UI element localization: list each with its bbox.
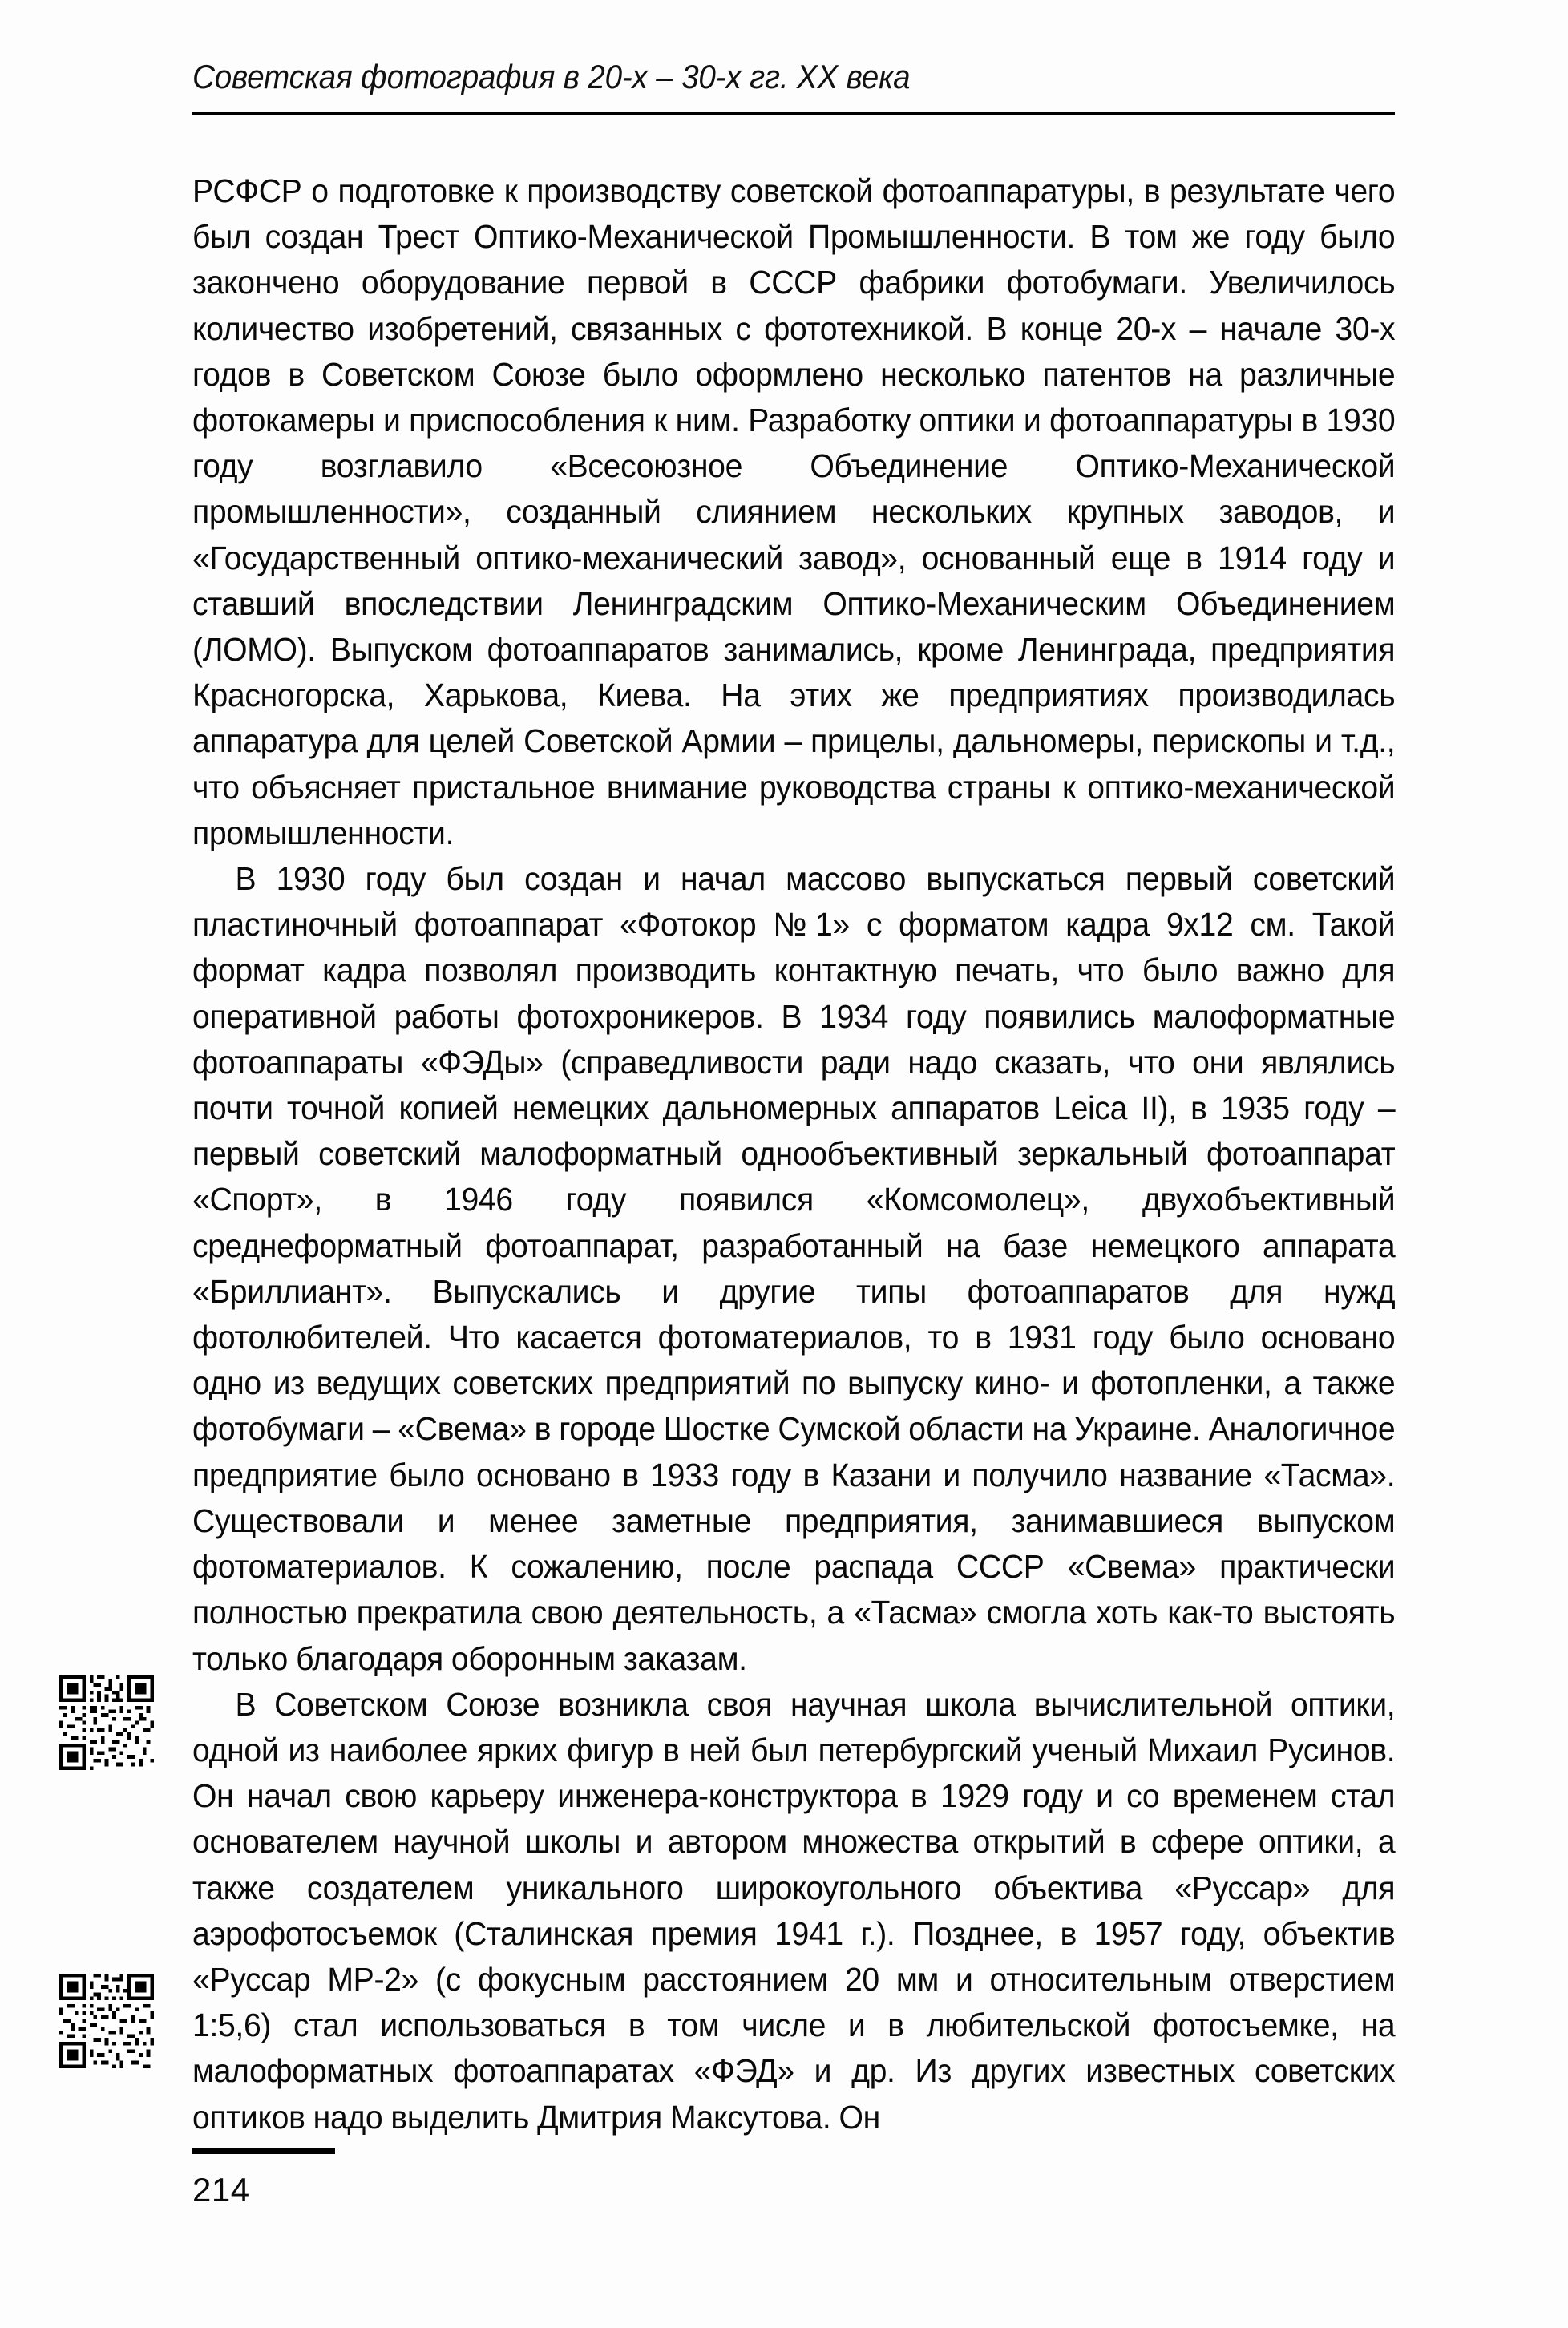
page-number: 214: [192, 2171, 250, 2209]
running-head-title: Советская фотография в 20-х – 30-х гг. XX века: [192, 58, 911, 95]
paragraph-1: РСФСР о подготовке к производству советской фотоаппаратуры, в результате чего был создан Трест Оптико-Механической Промышленности. В том же году было закончено оборудование первой в СССР фабрики фотобумаги. Увеличилось количество изобретений, связанных с фототехникой. В конце 20-х – начале 30-х годов в Советском Союзе было оформлено несколько патентов на различные фотокамеры и приспособления к ним. Разработку оптики и фотоаппаратуры в 1930 году возглавило «Всесоюзное Объединение Оптико-Механической промышленности», созданный слиянием нескольких крупных заводов, и «Государственный оптико-механический завод», основанный еще в 1914 году и ставший впоследствии Ленинградским Оптико-Механическим Объединением (ЛОМО). Выпуском фотоаппаратов занимались, кроме Ленинграда, предприятия Красногорска, Харькова, Киева. На этих же предприятиях производилась аппаратура для целей Советской Армии – прицелы, дальномеры, перископы и т.д., что объясняет пристальное внимание руководства страны к оптико-механической промышленности.: [192, 172, 1396, 851]
paragraph-3: В Советском Союзе возникла своя научная школа вычислительной оптики, одной из наиболее ярких фигур в ней был петербургский ученый Михаил Русинов. Он начал свою карьеру инженера-конструктора в 1929 году и со временем стал основателем научной школы и автором множества открытий в сфере оптики, а также создателем уникального широкоугольного объектива «Руссар» для аэрофотосъемок (Сталинская премия 1941 г.). Позднее, в 1957 году, объектив «Руссар МР-2» (с фокусным расстоянием 20 мм и относительным отверстием 1:5,6) стал использоваться в том числе и в любительской фотосъемке, на малоформатных фотоаппаратах «ФЭД» и др. Из других известных советских оптиков надо выделить Дмитрия Максутова. Он: [192, 1685, 1396, 2136]
header-divider-rule: [192, 112, 1395, 115]
footer-divider-rule: [192, 2148, 335, 2154]
page-header: [192, 56, 1395, 115]
qr-code-icon-top: [59, 1675, 154, 1770]
qr-code-icon-bottom: [59, 1974, 154, 2068]
body-text-column: [192, 168, 1395, 2140]
paragraph-2: В 1930 году был создан и начал массово выпускаться первый советский пластиночный фотоаппарат «Фотокор №1» с форматом кадра 9х12 см. Такой формат кадра позволял производить контактную печать, что было важно для оперативной работы фотохроникеров. В 1934 году появились малоформатные фотоаппараты «ФЭДы» (справедливости ради надо сказать, что они являлись почти точной копией немецких дальномерных аппаратов Leica II), в 1935 году – первый советский малоформатный однообъективный зеркальный фотоаппарат «Спорт», в 1946 году появился «Комсомолец», двухобъективный среднеформатный фотоаппарат, разработанный на базе немецкого аппарата «Бриллиант». Выпускались и другие типы фотоаппаратов для нужд фотолюбителей. Что касается фотоматериалов, то в 1931 году было основано одно из ведущих советских предприятий по выпуску кино- и фотопленки, а также фотобумаги – «Свема» в городе Шостке Сумской области на Украине. Аналогичное предприятие было основано в 1933 году в Казани и получило название «Тасма». Существовали и менее заметные предприятия, занимавшиеся выпуском фотоматериалов. К сожалению, после распада СССР «Свема» практически полностью прекратила свою деятельность, а «Тасма» смогла хоть как-то выстоять только благодаря оборонным заказам.: [192, 860, 1396, 1677]
